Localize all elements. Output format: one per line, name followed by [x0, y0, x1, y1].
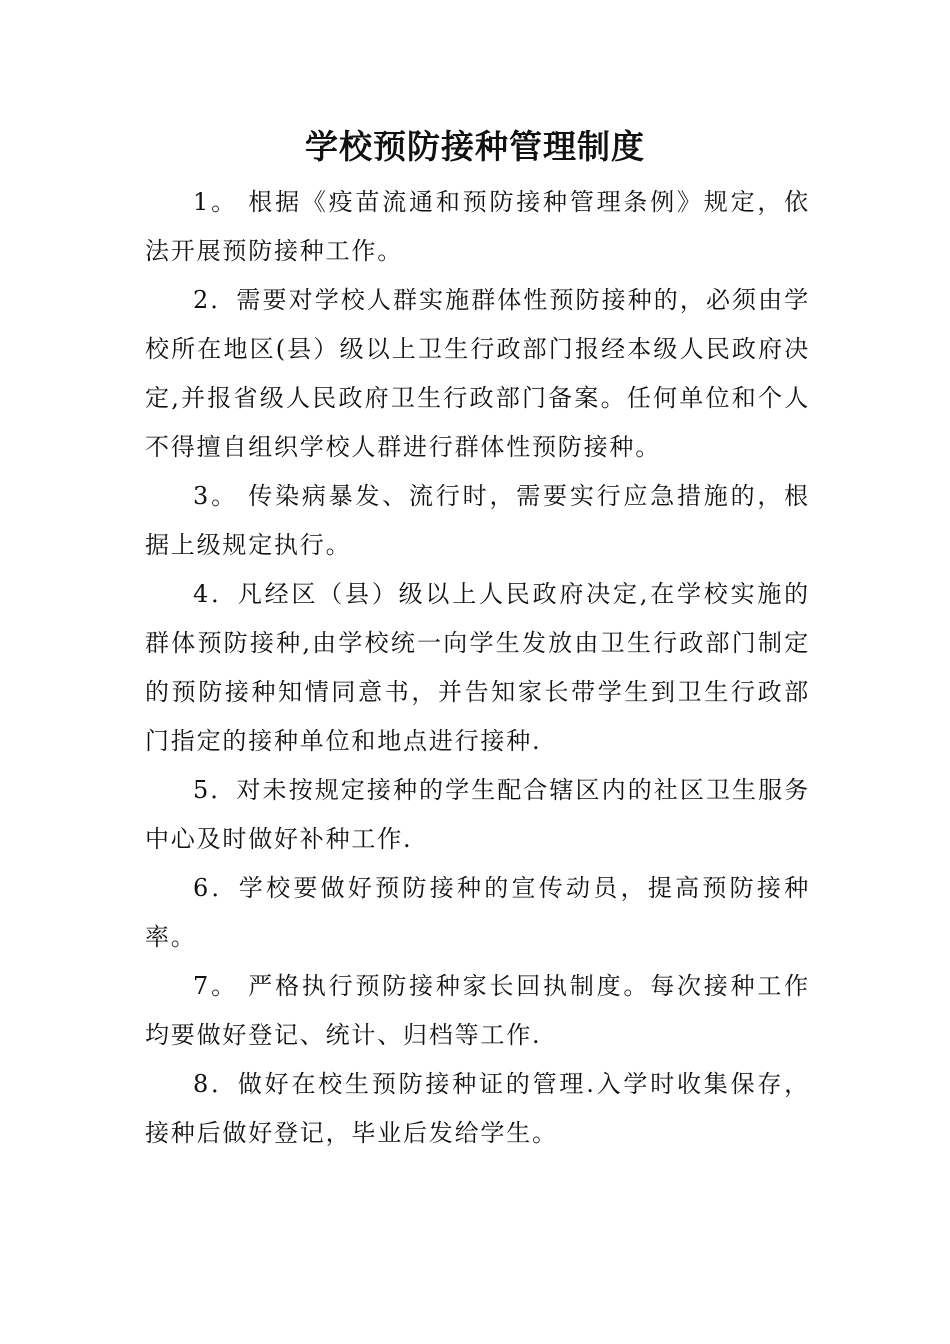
rule-paragraph-4: 4．凡经区（县）级以上人民政府决定,在学校实施的群体预防接种,由学校统一向学生发放由卫生行政部门制定的预防接种知情同意书，并告知家长带学生到卫生行政部门指定的接种单位和地点进行接种. — [145, 580, 810, 755]
rule-paragraph-6: 6．学校要做好预防接种的宣传动员，提高预防接种率。 — [145, 874, 810, 951]
rule-paragraph-2: 2．需要对学校人群实施群体性预防接种的，必须由学校所在地区(县）级以上卫生行政部门报经本级人民政府决定,并报省级人民政府卫生行政部门备案。任何单位和个人不得擅自组织学校人群进行群体性预防接种。 — [145, 286, 810, 461]
rule-paragraph-3: 3。 传染病暴发、流行时，需要实行应急措施的，根据上级规定执行。 — [145, 482, 810, 559]
rule-paragraph-1: 1。 根据《疫苗流通和预防接种管理条例》规定，依法开展预防接种工作。 — [145, 188, 810, 265]
rule-paragraph-7: 7。 严格执行预防接种家长回执制度。每次接种工作均要做好登记、统计、归档等工作. — [145, 972, 810, 1049]
rule-paragraph-8: 8．做好在校生预防接种证的管理.入学时收集保存，接种后做好登记，毕业后发给学生。 — [145, 1070, 810, 1147]
page-title: 学校预防接种管理制度 — [305, 127, 645, 166]
document-body — [145, 178, 810, 1158]
rule-paragraph-5: 5．对未按规定接种的学生配合辖区内的社区卫生服务中心及时做好补种工作. — [145, 776, 810, 853]
